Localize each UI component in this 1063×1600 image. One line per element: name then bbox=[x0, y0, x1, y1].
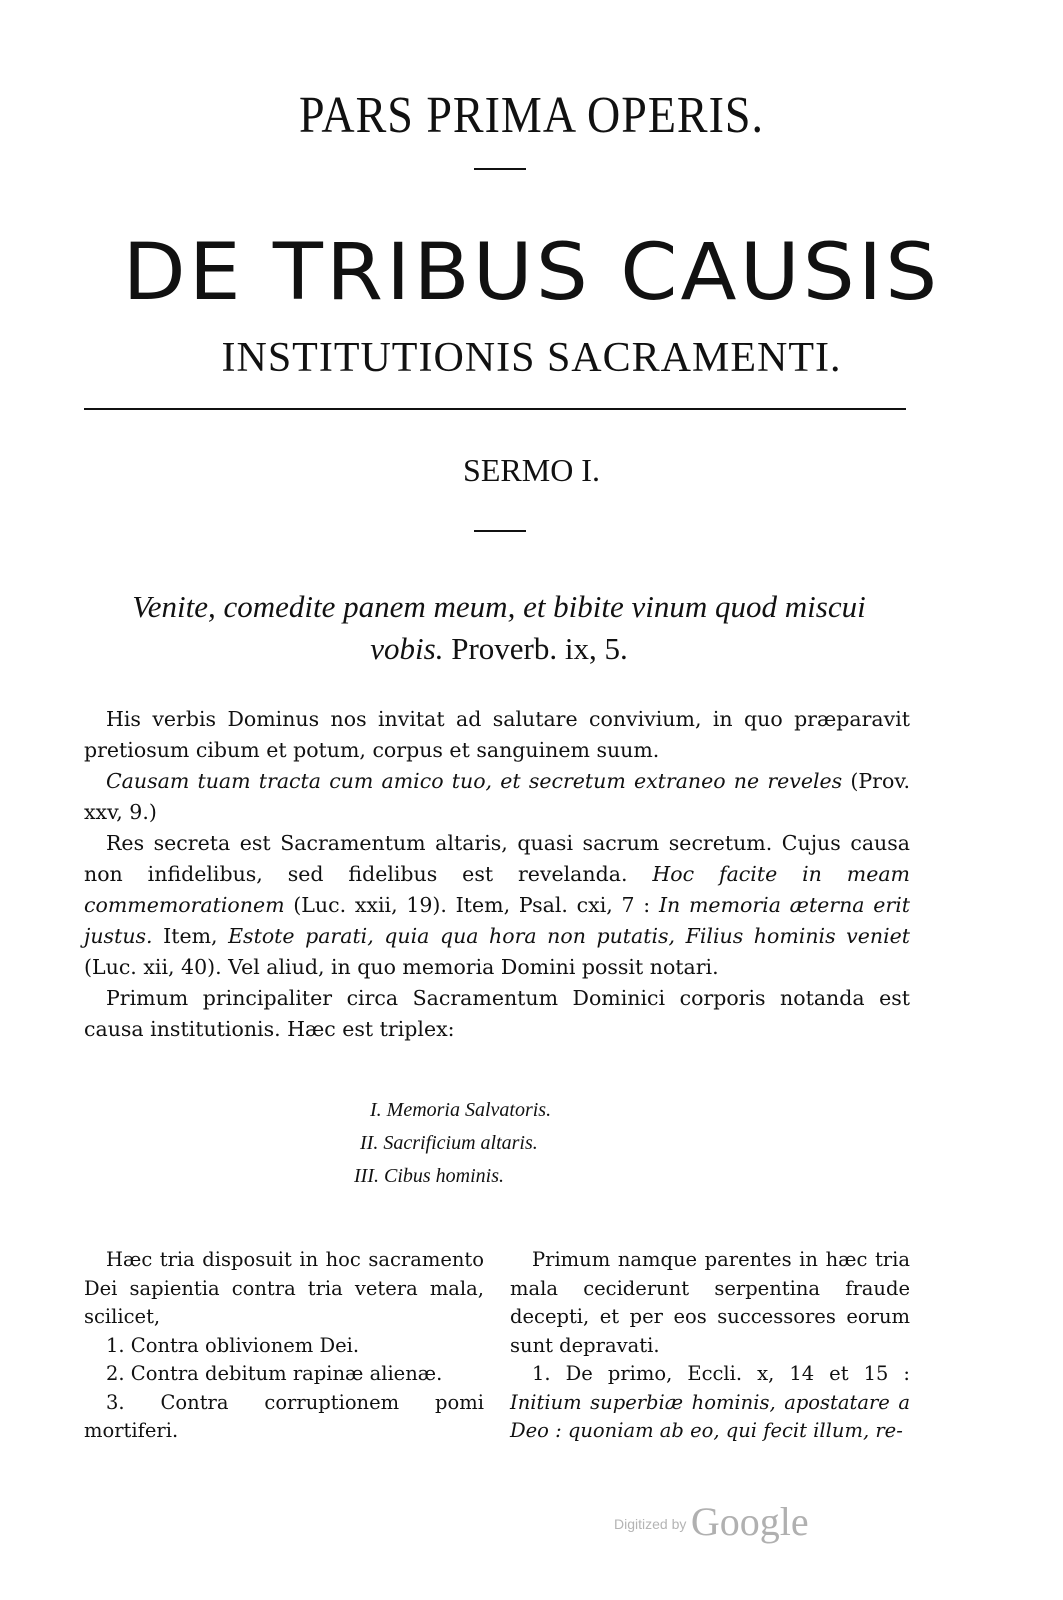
paragraph-2 bbox=[84, 766, 910, 828]
p3-text-d: (Luc. xii, 40). Vel aliud, in quo memoria Domini possit notari. bbox=[84, 955, 719, 979]
verse-text-1: Venite, comedite panem meum, et bibite vinum quod miscui bbox=[132, 589, 866, 624]
p2-reference: (Prov. xxv, 9.) bbox=[84, 769, 910, 824]
body-text bbox=[84, 704, 910, 1045]
paragraph-4: Primum principaliter circa Sacramentum Dominici corporis notanda est causa institutionis. Hæc est triplex: bbox=[84, 986, 910, 1041]
left-paragraph: Hæc tria disposuit in hoc sacramento Dei sapientia contra tria vetera mala, scilicet, bbox=[84, 1248, 484, 1328]
cause-item: II. Sacrificium altaris. bbox=[360, 1132, 538, 1154]
digitized-watermark bbox=[614, 1498, 809, 1545]
cause-item: III. Cibus hominis. bbox=[354, 1165, 504, 1187]
sermo-dash bbox=[474, 530, 526, 532]
main-title: DE TRIBUS CAUSIS bbox=[122, 228, 941, 318]
p3-text-c: Item, bbox=[152, 924, 229, 948]
list-item: 3. Contra corruptionem pomi mortiferi. bbox=[84, 1390, 484, 1442]
part-title: PARS PRIMA OPERIS. bbox=[299, 85, 764, 144]
list-item: 1. Contra oblivionem Dei. bbox=[106, 1333, 360, 1357]
p2-quote: Causam tuam tracta cum amico tuo, et secretum extraneo ne reveles bbox=[106, 769, 843, 793]
p3-text-a: Res secreta est Sacramentum altaris, quasi sacrum secretum. Cujus causa non infidelibus, sed fidelibus est revelanda. bbox=[84, 831, 910, 886]
sub-title: INSTITUTIONIS SACRAMENTI. bbox=[221, 335, 842, 381]
verse-reference: Proverb. ix, 5. bbox=[443, 631, 628, 666]
sermo-heading: SERMO I. bbox=[463, 452, 600, 488]
right-paragraph-1: Primum namque parentes in hæc tria mala ceciderunt serpentina fraude decepti, et per eos successores eorum sunt depravati. bbox=[510, 1248, 910, 1357]
horizontal-rule bbox=[84, 408, 906, 410]
cause-item: I. Memoria Salvatoris. bbox=[370, 1099, 552, 1121]
paragraph-3 bbox=[84, 828, 910, 983]
digitized-label: Digitized by bbox=[614, 1516, 687, 1532]
verse-text-2: vobis. bbox=[370, 631, 444, 666]
p3-quote-3: Estote parati, quia qua hora non putatis, Filius hominis veniet bbox=[228, 924, 910, 948]
p3-quote-2: In memoria æterna erit justus. bbox=[84, 893, 911, 948]
p3-quote-1: Hoc facite in meam commemorationem bbox=[84, 862, 910, 917]
right-paragraph-2 bbox=[510, 1360, 910, 1446]
right-column bbox=[510, 1246, 910, 1446]
list-item: 2. Contra debitum rapinæ alienæ. bbox=[106, 1362, 443, 1385]
epigraph-verse bbox=[84, 586, 914, 670]
google-logo: Google bbox=[690, 1499, 809, 1544]
causes-list bbox=[354, 1094, 552, 1193]
p3-text-b: (Luc. xxii, 19). Item, Psal. cxi, 7 : bbox=[284, 893, 659, 917]
right-text: 1. De primo, Eccli. x, 14 et 15 : bbox=[532, 1362, 910, 1385]
left-column bbox=[84, 1246, 484, 1446]
paragraph-1: His verbis Dominus nos invitat ad salutare convivium, in quo præparavit pretiosum cibum et potum, corpus et sanguinem suum. bbox=[84, 707, 910, 762]
right-quote: Initium superbiæ hominis, apostatare a Deo : quoniam ab eo, qui fecit illum, re- bbox=[510, 1390, 910, 1442]
title-dash bbox=[474, 168, 526, 170]
